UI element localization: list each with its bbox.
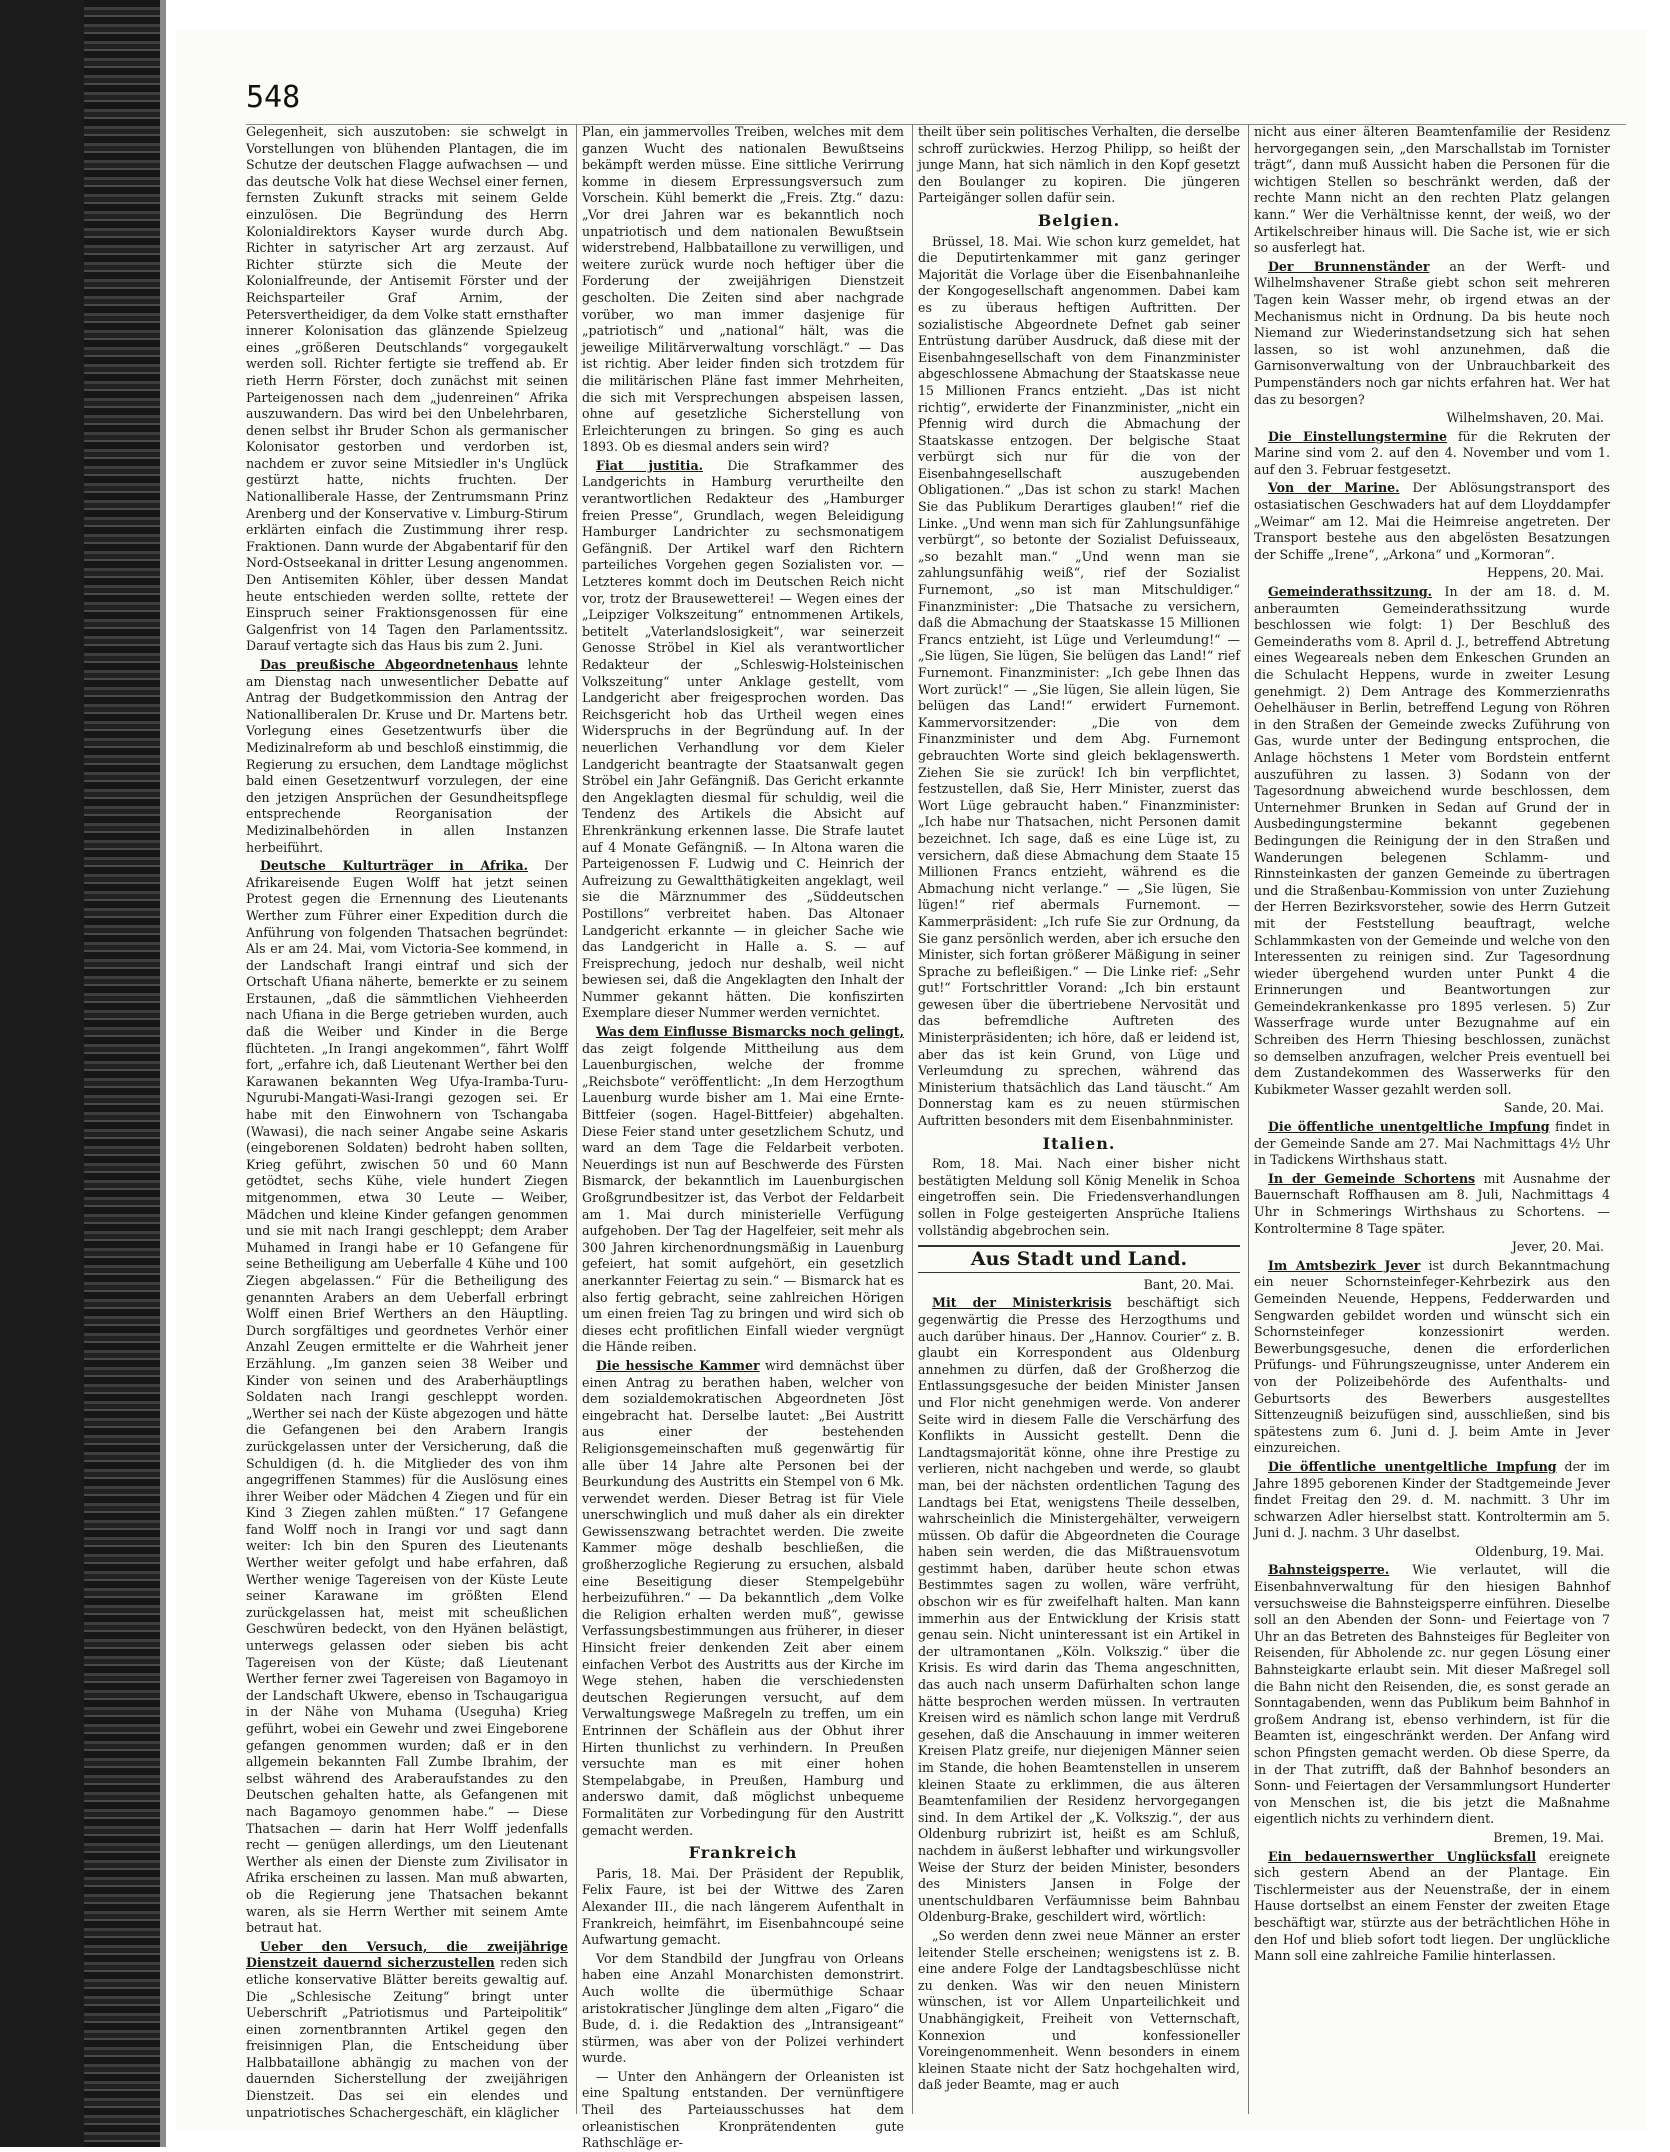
section-heading-frankreich: Frankreich (688, 1843, 798, 1863)
article-headline: Was dem Einflusse Bismarcks noch gelingt, (596, 1024, 904, 1040)
article-text: Der Afrikareisende Eugen Wolff hat jetzt seinen Protest gegen die Ernennung des Lieutenants Werther zum Führer einer Expedition durch die Anführung von folgenden Thatsachen begründet: Als er am 24. Mai, vom Victoria-See kommend, in der Landschaft Irangi eintraf und sich der Ortschaft Ufiana näherte, bemerkte er zu seinem Erstaunen, „daß die sämmtlichen Viehheerden nach Ufiana in die Berge getrieben wurden, auch daß die Weiber und Kinder in die Berge flüchteten. „In Irangi angekommen“, fährt Wolff fort, „erfahre ich, daß Lieutenant Werther bei den Karawanen bekannten Weg Ufya-Iramba-Turu-Ngurubi-Mangati-Wasi-Irangi gezogen sei. Er habe mit den Einwohnern von Tschangaba (Wawasi), die nach seiner Angabe seine Askaris (eingeborenen Soldaten) bedroht haben sollten, Krieg geführt, zwischen 50 und 60 Mann getödtet, sechs Kühe, viele hundert Ziegen mitgenommen, etwa 30 Leute — Weiber, Mädchen und kleine Kinder gefangen genommen und sie mit nach Irangi geschleppt; dem Araber Muhamed in Irangi habe er 10 Gefangene für seine Betheiligung am Ueberfalle 4 Kühe und 100 Ziegen abgelassen.“ Für die Betheiligung des genannten Arabers an dem Ueberfall erbringt Wolff einen Brief Werthers an den Häuptling. Durch sorgfältiges und geordnetes Verhör einer Anzahl Zeugen ermittelte er die Wahrheit jener Erzählung. „Im ganzen seien 38 Weiber und Kinder von seinen und des Araberhäuptlings Soldaten nach Irangi geschleppt worden. „Werther sei nach der Küste abgezogen und hätte die Gefangenen bei den Arabern Irangis zurückgelassen unter der Versicherung, daß die Schuldigen (d. h. die Mitglieder des von ihm angegriffenen Stammes) für die Auslösung eines ihrer Weiber oder Mädchen 4 Ziegen und für ein Kind 3 Ziegen zahlen müßten.“ 17 Gefangene fand Wolff noch in Irangi vor und sagt dann weiter: Ich bin den Spuren des Lieutenants Werther weiter gefolgt und habe erfahren, daß Werther wenige Tagereisen von der Küste Leute seiner Karawane im größten Elend zurückgelassen hat, meist mit scheußlichen Geschwüren bedeckt, von den Hyänen belästigt, unterwegs gelassen oder sieben bis acht Tagereisen von der Küste; daß Lieutenant Werther ferner zwei Tagereisen von Bagamoyo in der Landschaft Ukwere, ebenso in Tschaugarigua in der Nähe von Muhama (Useguha) Krieg geführt, wobei ein Gewehr und zwei Eingeborene gefangen genommen wurden; daß er in den allgemein bekannten Fall Zumbe Ibrahim, der selbst während des Araberaufstandes zu den Deutschen gehalten hatte, als Gefangenen mit nach Bagamoyo genommen habe.“ — Diese Thatsachen — darin hat Herr Wolff jedenfalls recht — genügen allerdings, um den Lieutenant Werther als einen der Dienste zum Zivilisator in Afrika erscheinen zu lassen. Man muß abwarten, ob die Regierung jene Thatsachen bekannt waren, als sie Herrn Werther mit seinem Amte betraut hat. (246, 858, 568, 1936)
column-2 (582, 124, 905, 2151)
dateline: Bremen, 19. Mai. (1493, 1829, 1604, 1845)
article (582, 1024, 904, 1356)
article-text: reden sich etliche konservative Blätter bereits gewaltig auf. Die „Schlesische Zeitung“ bringt unter Ueberschrift „Patriotismus und Parteipolitik“ einen zornentbrannten Artikel gegen den freisinnigen Plan, die Entscheidung über Halbbataillone abhängig zu machen von der dauernden Sicherstellung der zweijährigen Dienstzeit. Das sei ein elendes und unpatriotisches Schachergeschäft, ein kläglicher (246, 1955, 568, 2120)
article (1254, 429, 1610, 479)
article (1254, 1171, 1610, 1237)
article (582, 1358, 904, 1839)
article (1254, 1459, 1610, 1542)
article-text: mit Ausnahme der Bauernschaft Roffhausen am 8. Juli, Nachmittags 4 Uhr in Schmerings Wirthshaus zu Schortens. — Kontroltermine 8 Tage später. (1254, 1170, 1610, 1236)
page-number: 548 (246, 80, 301, 115)
dateline: Oldenburg, 19. Mai. (1475, 1543, 1604, 1559)
article-headline: Im Amtsbezirk Jever (1268, 1257, 1421, 1273)
article-headline: Mit der Ministerkrisis (932, 1295, 1112, 1311)
article-headline: Fiat justitia. (596, 457, 703, 473)
page-edges (84, 0, 166, 2147)
article-headline: Ein bedauernswerther Unglücksfall (1268, 1848, 1537, 1864)
article-text: das zeigt folgende Mittheilung aus dem Lauenburgischen, welche der fromme „Reichsbote“ veröffentlicht: „In dem Herzogthum Lauenburg wurde bisher am 1. Mai eine Ernte-Bittfeier (sogen. Hagel-Bittfeier) abgehalten. Diese Feier stand unter gesetzlichem Schutz, und ward an dem Tage die Feldarbeit verboten. Neuerdings ist nun auf Beschwerde des Fürsten Bismarck, der bekanntlich im Lauenburgischen Großgrundbesitzer ist, das Verbot der Feldarbeit am 1. Mai durch ministerielle Verfügung aufgehoben. Der Tag der Hagelfeier, seit mehr als 300 Jahren kirchenordnungsmäßig in Lauenburg gefeiert, hat somit aufgehört, ein gesetzlich anerkannter Feiertag zu sein.“ — Bismarck hat es also fertig gebracht, seine zahlreichen Hörigen um einen freien Tag zu bringen und wird sich ob dieses echt profitlichen Einfall wieder vergnügt die Hände reiben. (582, 1040, 904, 1355)
article-text: Der Ablösungstransport des ostasiatischen Geschwaders hat auf dem Lloyddampfer „Weimar“ am 12. Mai die Heimreise angetreten. Der Transport bestehe aus den abgelösten Besatzungen der Schiffe „Irene“, „Arkona“ und „Kormoran“. (1254, 480, 1611, 562)
article (246, 657, 568, 856)
section-heading-stadt-und-land: Aus Stadt und Land. (918, 1245, 1240, 1273)
article-text: der im Jahre 1895 geborenen Kinder der Stadtgemeinde Jever findet Freitag den 29. d. M. nachmitt. 3 Uhr im schwarzen Adler hierselbst statt. Kontroltermin am 5. Juni d. J. nachm. 3 Uhr daselbst. (1254, 1458, 1610, 1541)
article-text: nicht aus einer älteren Beamtenfamilie der Residenz hervorgegangen sein, „den Marschallstab im Tornister trägt“, dann muß Aussicht haben die Personen für die wichtigen Stellen so beschränkt werden, daß der rechte Mann nicht an den rechten Platz gelangen kann.“ Wer die Verhältnisse kennt, der weiß, wo der Artikelschreiber hinaus will. Die Sache ist, wie er sich so ausferlegt hat. (1254, 124, 1610, 256)
article (1254, 259, 1610, 408)
article-text: Wie verlautet, will die Eisenbahnverwaltung für den hiesigen Bahnhof versuchsweise die Bahnsteigsperre einführen. Dieselbe soll an den Abenden der Sonn- und Feiertage von 7 Uhr an das Betreten des Bahnsteiges für Begleiter von Reisenden, für Abholende zc. nur gegen Lösung einer Bahnsteigkarte erlaubt sein. Mit dieser Maßregel soll die Bahn nicht den Reisenden, die, es sonst gerade an Sonntagabenden, wenn das Publikum beim Bahnhof in großem Andrang ist, ebenso verhindern, ist für die Beamten ist, eingeschränkt werden. Der Anfang wird schon Pfingsten gemacht werden. Ob diese Sperre, da in der That zutrifft, daß der Bahnhof besonders an Sonn- und Feiertagen der Versammlungsort Hunderter von Menschen ist, die bis jetzt die Maßnahme eigentlich nichts zu verhindern dient. (1254, 1562, 1610, 1827)
article-text: an der Werft- und Wilhelmshavener Straße giebt schon seit mehreren Tagen kein Wasser mehr, ob irgend etwas an der Mechanismus nicht in Ordnung. Da bis heute noch Niemand zur Wiederinstandsetzung sich hat sehen lassen, so ist wohl anzunehmen, daß die Garnisonverwaltung von der Unbrauchbarkeit des Pumpenständers noch gar nichts erfahren hat. Wer hat das zu besorgen? (1254, 258, 1610, 407)
article-text: Brüssel, 18. Mai. Wie schon kurz gemeldet, hat die Deputirtenkammer mit ganz geringer Majorität die Vorlage über die Eisenbahnanleihe der Kongogesellschaft angenommen. Dabei kam es zu überaus heftigen Auftritten. Der sozialistische Abgeordnete Defnet gab seiner Entrüstung darüber Ausdruck, daß diese mit der Eisenbahngesellschaft von dem Finanzminister abgeschlossene Abmachung der Staatskasse neue 15 Millionen Francs entzieht. „Das ist nicht richtig“, erwiderte der Finanzminister, „nicht ein Pfennig wird durch die Abmachung der Staatskasse entzogen. Der belgische Staat verbürgt sich nur für die von der Eisenbahngesellschaft auszugebenden Obligationen.“ „Das ist schon zu stark! Machen Sie das Publikum Derartiges glauben!“ rief die Linke. „Und wenn man sich für Zahlungsunfähige verbürgt“, so betonte der Sozialist Defuisseaux, „so bezahlt man.“ „Und wenn man sie zahlungsunfähig weiß“, rief der Sozialist Furnemont, „so ist man Mitschuldiger.“ Finanzminister: „Die Thatsache zu versichern, daß die Abmachung der Staatskasse 15 Millionen Francs entzieht, ist Lüge und Verleumdung!“ — „Sie lügen, Sie lügen, Sie belügen das Land!“ rief Furnemont. Finanzminister: „Ich gebe Ihnen das Wort zurück!“ — „Sie lügen, Sie allein lügen, Sie belügen das Land!“ erwidert Furnemont. Kammervorsitzender: „Die von dem Finanzminister und dem Abg. Furnemont gebrauchten Worte sind gleich beklagenswerth. Ziehen Sie sie zurück! Ich bin verpflichtet, festzustellen, daß Sie, Herr Minister, zuerst das Wort Lüge gebraucht haben.“ Finanzminister: „Ich habe nur Thatsachen, nicht Personen damit bezeichnet. Ich sage, daß es eine Lüge ist, zu versichern, daß diese Abmachung dem Staate 15 Millionen Francs entzieht, während es die Abmachung nicht verlange.“ — „Sie lügen, Sie lügen!“ rief abermals Furnemont. — Kammerpräsident: „Ich rufe Sie zur Ordnung, da Sie ganz persönlich werden, aber ich ersuche den Minister, sich fortan größerer Mäßigung in seiner Sprache zu befleißigen.“ — Die Linke rief: „Sehr gut!“ Fortschrittler Vorand: „Ich bin erstaunt gewesen über die übertriebene Nervosität und das befremdliche Auftreten des Ministerpräsidenten; ich höre, daß er leidend ist, aber das ist kein Grund, von Lüge und Verleumdung zu sprechen, während das Ministerium thatsächlich das Land täuscht.“ Am Donnerstag kam es zu neuen stürmischen Auftritten besonders mit dem Eisenbahnminister. (918, 233, 1240, 1129)
column-3 (918, 124, 1240, 2114)
article (918, 1295, 1240, 1926)
column-4 (1254, 124, 1610, 2114)
article-headline: Das preußische Abgeordnetenhaus (260, 657, 519, 672)
article-text: wird demnächst über einen Antrag zu berathen haben, welcher von dem sozialdemokratischen Abgeordneten Jöst eingebracht hat. Derselbe lautet: „Bei Austritt aus einer der bestehenden Religionsgemeinschaften muß gegenwärtig für alle über 14 Jahre alte Personen bei der Beurkundung des Austritts ein Stempel von 6 Mk. verwendet werden. Dieser Betrag ist für Viele unerschwinglich und muß daher als ein direkter Gewissenszwang betrachtet werden. Die zweite Kammer möge deshalb beschließen, die großherzogliche Regierung zu ersuchen, alsbald eine Beseitigung dieser Stempelgebühr herbeizuführen.“ — Da bekanntlich „dem Volke die Religion erhalten werden muß“, gewisse Verfassungsbestimmungen aus früherer, in dieser Hinsicht freier denkenden Zeit aber einem einfachen Verbot des Austritts aus der Kirche im Wege stehen, haben die verschiedensten deutschen Regierungen versucht, auf dem Verwaltungswege Maßregeln zu treffen, um ein Entrinnen der Schäflein aus der Obhut ihrer Hirten thunlichst zu verhindern. In Preußen versuchte man es mit einer hohen Stempelabgabe, in Preußen, Hamburg und anderswo damit, daß möglichst unbequeme Formalitäten zur Vorbedingung für den Austritt gemacht werden. (582, 1357, 905, 1838)
column-separator (1248, 124, 1249, 2114)
article-text: Rom, 18. Mai. Nach einer bisher nicht bestätigten Meldung soll König Menelik in Schoa eingetroffen sein. Die Friedensverhandlungen sollen in Folge gesteigerten Ansprüche Italiens vollständig abgebrochen sein. (918, 1156, 1240, 1238)
article-text: Die Strafkammer des Landgerichts in Hamburg verurtheilte den verantwortlichen Redakteur des „Hamburger freien Presse“, Grundlach, wegen Beleidigung Hamburger Landrichter zu sechsmonatigem Gefängniß. Der Artikel warf den Richtern parteiliches Vorgehen gegen Sozialisten vor. — Letzteres kommt doch im Deutschen Reich nicht vor, trotz der Brausewetterei! — Wegen eines der „Leipziger Volkszeitung“ entnommenen Artikels, betitelt „Vaterlandslosigkeit“, war seinerzeit Genosse Ströbel in Kiel als verantwortlicher Redakteur der „Schleswig-Holsteinischen Volkszeitung“ unter Anklage gestellt, vom Landgericht aber freigesprochen worden. Das Reichsgericht hob das Urtheil wegen eines Widerspruchs in der Begründung auf. In der neuerlichen Verhandlung vor dem Kieler Landgericht beantragte der Staatsanwalt gegen Ströbel ein Jahr Gefängniß. Das Gericht erkannte den Angeklagten diesmal für schuldig, weil die Tendenz des Artikels die Absicht auf Ehrenkränkung erkennen lasse. Die Strafe lautet auf 4 Monate Gefängniß. — In Altona waren die Parteigenossen F. Ludwig und C. Heinrich der Aufreizung zu Gewaltthätigkeiten angeklagt, weil sie die Märznummer des „Süddeutschen Postillons“ verbreitet haben. Das Altonaer Landgericht erkannte — in gleicher Sache wie das Landgericht in Halle a. S. — auf Freisprechung, jedoch nur deshalb, weil nicht bewiesen sei, daß die Angeklagten den Inhalt der Nummer gekannt hätten. Die konfiszirten Exemplare dieser Nummer werden vernichtet. (582, 457, 904, 1021)
column-1 (246, 124, 568, 2120)
dateline: Wilhelmshaven, 20. Mai. (1446, 410, 1604, 426)
book-spine (0, 0, 84, 2147)
article-text: findet in der Gemeinde Sande am 27. Mai Nachmittags 4½ Uhr in Tadickens Wirthshaus statt. (1254, 1119, 1610, 1168)
article-headline: Die öffentliche unentgeltliche Impfung (1268, 1119, 1550, 1135)
article-headline: Die Einstellungstermine (1268, 428, 1448, 444)
article (1254, 584, 1610, 1098)
section-heading-belgien: Belgien. (1037, 210, 1121, 230)
article-text: lehnte am Dienstag nach unwesentlicher Debatte auf Antrag der Budgetkommission den Antrag der Nationalliberalen Dr. Kruse und Dr. Martens betr. Vorlegung eines Gesetzentwurfs über die Medizinalreform ab und beschloß einstimmig, die Regierung zu ersuchen, dem Landtage möglichst bald einen Gesetzentwurf vorzulegen, der eine den jetzigen Ansprüchen der Gesundheitspflege entsprechende Reorganisation der Medizinalbehörden in allen Instanzen herbeiführt. (246, 657, 568, 855)
article-text: beschäftigt sich gegenwärtig die Presse des Herzogthums und auch darüber hinaus. Der „Hannov. Courier“ z. B. glaubt ein Korrespondent aus Oldenburg annehmen zu dürfen, daß der Großherzog die Entlassungsgesuche der beiden Minister Jansen und Flor nicht genehmigen werde. Von anderer Seite wird in diesem Falle die Verschärfung des Konflikts in Aussicht gestellt. Denn die Landtagsmajorität könne, ohne ihre Prestige zu verlieren, nicht nachgeben und werde, so glaubt man, bei der nächsten ordentlichen Tagung des Landtags bei Etat, wenigstens Theile desselben, wahrscheinlich die Ministergehälter, verweigern müssen. Ob dafür die Abgeordneten die Courage haben sein werden, die das Mißtrauensvotum gestimmt haben, darüber heute schon etwas Bestimmtes sagen zu wollen, wäre verfrüht, obschon wir es für zweifelhaft halten. Man kann immerhin aus der Entwicklung der Krisis statt genau sein. Nicht uninteressant ist ein Artikel in der ultramontanen „Köln. Volkszig.“ über die Krisis. Es wird darin das Thema angeschnitten, das auch nach unserm Dafürhalten schon lange hätte besprochen werden müssen. In vertrauten Kreisen wird es nämlich schon lange mit Verdruß gesehen, daß die Anschauung in immer weiteren Kreisen Platz greife, nur diejenigen Männer seien im Stande, die hohen Beamtenstellen in unserem kleinen Staate zu erklimmen, die aus älteren Beamtenfamilien der Residenz hervorgegangen sind. In dem Artikel der „K. Volkszig.“, der aus Oldenburg rubrizirt ist, heißt es am Schluß, nachdem in äußerst lebhafter und wirkungsvoller Weise der Sturz der beiden Minister, besonders des Ministers Jansen in Folge der unentschuldbaren Verfäumnisse beim Bahnbau Oldenburg-Brake, geschildert wird, wörtlich: (918, 1295, 1240, 1925)
article-text: Vor dem Standbild der Jungfrau von Orleans haben eine Anzahl Monarchisten demonstrirt. Auch wollte die übermüthige Schaar aristokratischer Jünglinge dem alten „Figaro“ die Bude, d. i. die Redaktion des „Intransigeant“ stürmen, was aber von der Polizei verhindert wurde. (582, 1950, 904, 2066)
section-heading-italien: Italien. (1042, 1133, 1116, 1153)
article-text: Gelegenheit, sich auszutoben: sie schwelgt in Vorstellungen von blühenden Plantagen, die im Schutze der deutschen Flagge aufwachsen — und das deutsche Volk hat diese Wechsel einer fernen, fernsten Zukunft stracks mit seinem Gelde einzulösen. Die Begründung des Herrn Kolonialdirektors Kayser wurde durch Abg. Richter in satyrischer Art arg zerzaust. Auf Richter stürzte sich die Meute der Kolonialfreunde, der Antisemit Förster und der Reichsparteiler Graf Arnim, der Petersvertheidiger, da dem Volke statt ernsthafter innerer Kolonisation das glänzende Spielzeug eines „größeren Deutschlands“ vorgegaukelt werden soll. Richter fertigte sie treffend ab. Er rieth Herrn Förster, doch zunächst mit seinen Parteigenossen nach dem „judenreinen“ Afrika auszuwandern. Das wird bei den Unbelehrbaren, denen selbst ihr Bruder Schon als germanischer Kolonisator gestorben und verdorben ist, nachdem er zuvor seine Mitsiedler in's Unglück gestürzt hatte, nichts fruchten. Der Nationalliberale Hasse, der Zentrumsmann Prinz Arenberg und der Konservative v. Limburg-Stirum erklärten einfach die Zustimmung ihrer resp. Fraktionen. Dann wurde der Abgabentarif für den Nord-Ostseekanal in dritter Lesung angenommen. Den Antisemiten Köhler, über dessen Mandat heute entschieden werden sollte, rettete der Einspruch seiner Fraktionsgenossen für eine Galgenfrist von 14 Tagen den Parlamentssitz. Darauf vertagte sich das Haus bis zum 2. Juni. (246, 124, 568, 654)
article-headline: Von der Marine. (1268, 480, 1400, 496)
article-text: ist durch Bekanntmachung ein neuer Schornsteinfeger-Kehrbezirk aus den Gemeinden Neuende, Heppens, Fedderwarden und Sengwarden gebildet worden und wünscht sich ein Schornsteinfeger konzessionirt werden. Bewerbungsgesuche, denen die erforderlichen Prüfungs- und Führungszeugnisse, unter Anderem ein von der Polizeibehörde des Aufenthalts- und Geburtsorts des Bewerbers ausgestelltes Sittenzeugniß beizufügen sind, ausschließen, sind bis spätestens zum 6. Juni d. J. beim Amte in Jever einzureichen. (1254, 1257, 1610, 1456)
column-separator (912, 124, 913, 2114)
article-text: Paris, 18. Mai. Der Präsident der Republik, Felix Faure, ist bei der Wittwe des Zaren Alexander III., die nach längerem Aufenthalt in Frankreich, heimfährt, im Eisenbahncoupé seine Aufwartung gemacht. (582, 1865, 904, 1948)
article-text: theilt über sein politisches Verhalten, die derselbe schroff zurückwies. Herzog Philipp, so heißt der junge Mann, hat sich nämlich in den Kopf gesetzt den Boulanger zu kopiren. Die jüngeren Parteigänger sollen dafür sein. (918, 124, 1241, 206)
article-headline: Ueber den Versuch, die zweijährige Dienstzeit dauernd sicherzustellen (246, 1938, 568, 1971)
article-headline: Bahnsteigsperre. (1268, 1562, 1390, 1578)
article-headline: Die öffentliche unentgeltliche Impfung (1268, 1458, 1557, 1474)
article (1254, 480, 1610, 563)
article-text: In der am 18. d. M. anberaumten Gemeinderathssitzung wurde beschlossen wie folgt: 1) Der Beschluß des Gemeinderaths vom 8. April d. J., betreffend Abtretung eines Wegeareals neben dem Enkeschen Grunden an die Schulacht Heppens, wurde in zweiter Lesung genehmigt. 2) Dem Antrage des Kommerzienraths Oehelhäuser in Berlin, betreffend Legung von Röhren in den Straßen der Gemeinde zwecks Zuführung von Gas, wurde unter der Bedingung entsprochen, die Anlage höchstens 1 Meter vom Bordstein entfernt auszuführen zu lassen. 3) Sodann von der Tagesordnung abweichend wurde beschlossen, dem Unternehmer Brunken in Sedan auf Grund der in Ausbedingungstermine bekannt gegebenen Bedingungen die Reinigung der in den Straßen und Wanderungen belegenen Schlamm- und Rinnsteinkasten der ganzen Gemeinde zu übertragen und die Straßenbau-Kommission von unter Zuziehung der Herren Bezirksvorsteher, sowie des Herrn Gutzeit mit der Feststellung beauftragt, welche Schlammkasten von der Gemeinde und welche von den Interessenten zu reinigen sind. Zur Tagesordnung wieder übergehend wurden unter Punkt 4 die Erinnerungen und Beantwortungen zur Gemeindekrankenkasse pro 1895 verlesen. 5) Zur Wasserfrage wurde unter Bezugnahme auf ein Schreiben des Herrn Thiesing beschlossen, zunächst so demselben anzufragen, welcher Preis eventuell bei dem Zustandekommen des Wasserwerks für den Kubikmeter Wasser gezahlt werden soll. (1254, 584, 1610, 1097)
dateline: Heppens, 20. Mai. (1486, 565, 1604, 581)
article-text: ereignete sich gestern Abend an der Plantage. Ein Tischlermeister aus der Neuenstraße, der in einem Hause dortselbst an einem Fenster der zweiten Etage beschäftigt war, stürzte aus der beträchtlichen Höhe in den Hof und blieb sofort todt liegen. Der unglückliche Mann soll eine zahlreiche Familie hinterlassen. (1254, 1848, 1610, 1964)
column-separator (576, 124, 577, 2114)
article (1254, 1119, 1610, 1169)
article-headline: Gemeinderathssitzung. (1268, 584, 1433, 600)
article-text: „So werden denn zwei neue Männer an erster leitender Stelle erscheinen; wenigstens ist z. B. eine andere Folge der Landtagsbeschlüsse nicht zu denken. Was wir den neuen Ministern wünschen, ist vor Allem Unparteilichkeit und Unabhängigkeit, Freiheit von Vetternschaft, Konnexion und konfessioneller Voreingenommenheit. Wenn besonders in einem kleinen Staate nicht der Satz hochgehalten wird, daß jeder Beamte, mag er auch (918, 1927, 1240, 2093)
article (246, 858, 568, 1937)
article (1254, 1562, 1610, 1828)
article-headline: In der Gemeinde Schortens (1268, 1170, 1476, 1186)
article (582, 458, 904, 1022)
dateline: Sande, 20. Mai. (1503, 1100, 1604, 1116)
dateline: Bant, 20. Mai. (1143, 1276, 1234, 1292)
article (246, 1939, 568, 2122)
article-text: Plan, ein jammervolles Treiben, welches mit dem ganzen Wucht des nationalen Bewußtseins bekämpft werden müsse. Eine sittliche Verirrung komme in diesem Erpressungsversuch zum Vorschein. Kühl bemerkt die „Freis. Ztg.“ dazu: „Vor drei Jahren war es bekanntlich noch unpatriotisch und dem nationalen Bewußtsein widerstrebend, Halbbataillone zu verwilligen, und weitere zurück wurde noch heftiger über die Forderung der zweijährigen Dienstzeit gescholten. Die Zeiten sind aber nachgrade vorüber, wo man immer dasjenige für „patriotisch“ und „national“ hält, was die jeweilige Militärverwaltung vorschlägt.“ — Das ist richtig. Aber leider finden sich trotzdem für die militärischen Pläne fast immer Mehrheiten, die sich mit Versprechungen abspeisen lassen, ohne auf gesetzliche Sicherstellung von Erleichterungen zu bringen. So ging es auch 1893. Ob es diesmal anders sein wird? (582, 124, 904, 455)
article-headline: Der Brunnenständer (1268, 258, 1430, 274)
article-text: — Unter den Anhängern der Orleanisten ist eine Spaltung entstanden. Der vernünftigere Theil des Parteiausschusses hat dem orleanistischen Kronprätendenten gute Rathschläge er- (582, 2068, 904, 2151)
article-headline: Deutsche Kulturträger in Afrika. (260, 858, 529, 874)
article (1254, 1258, 1610, 1457)
article-headline: Die hessische Kammer (596, 1357, 760, 1373)
article-text: für die Rekruten der Marine sind vom 2. auf den 4. November und vom 1. auf den 3. Februar festgesetzt. (1254, 428, 1610, 477)
dateline: Jever, 20. Mai. (1511, 1239, 1604, 1255)
article (1254, 1849, 1610, 1965)
